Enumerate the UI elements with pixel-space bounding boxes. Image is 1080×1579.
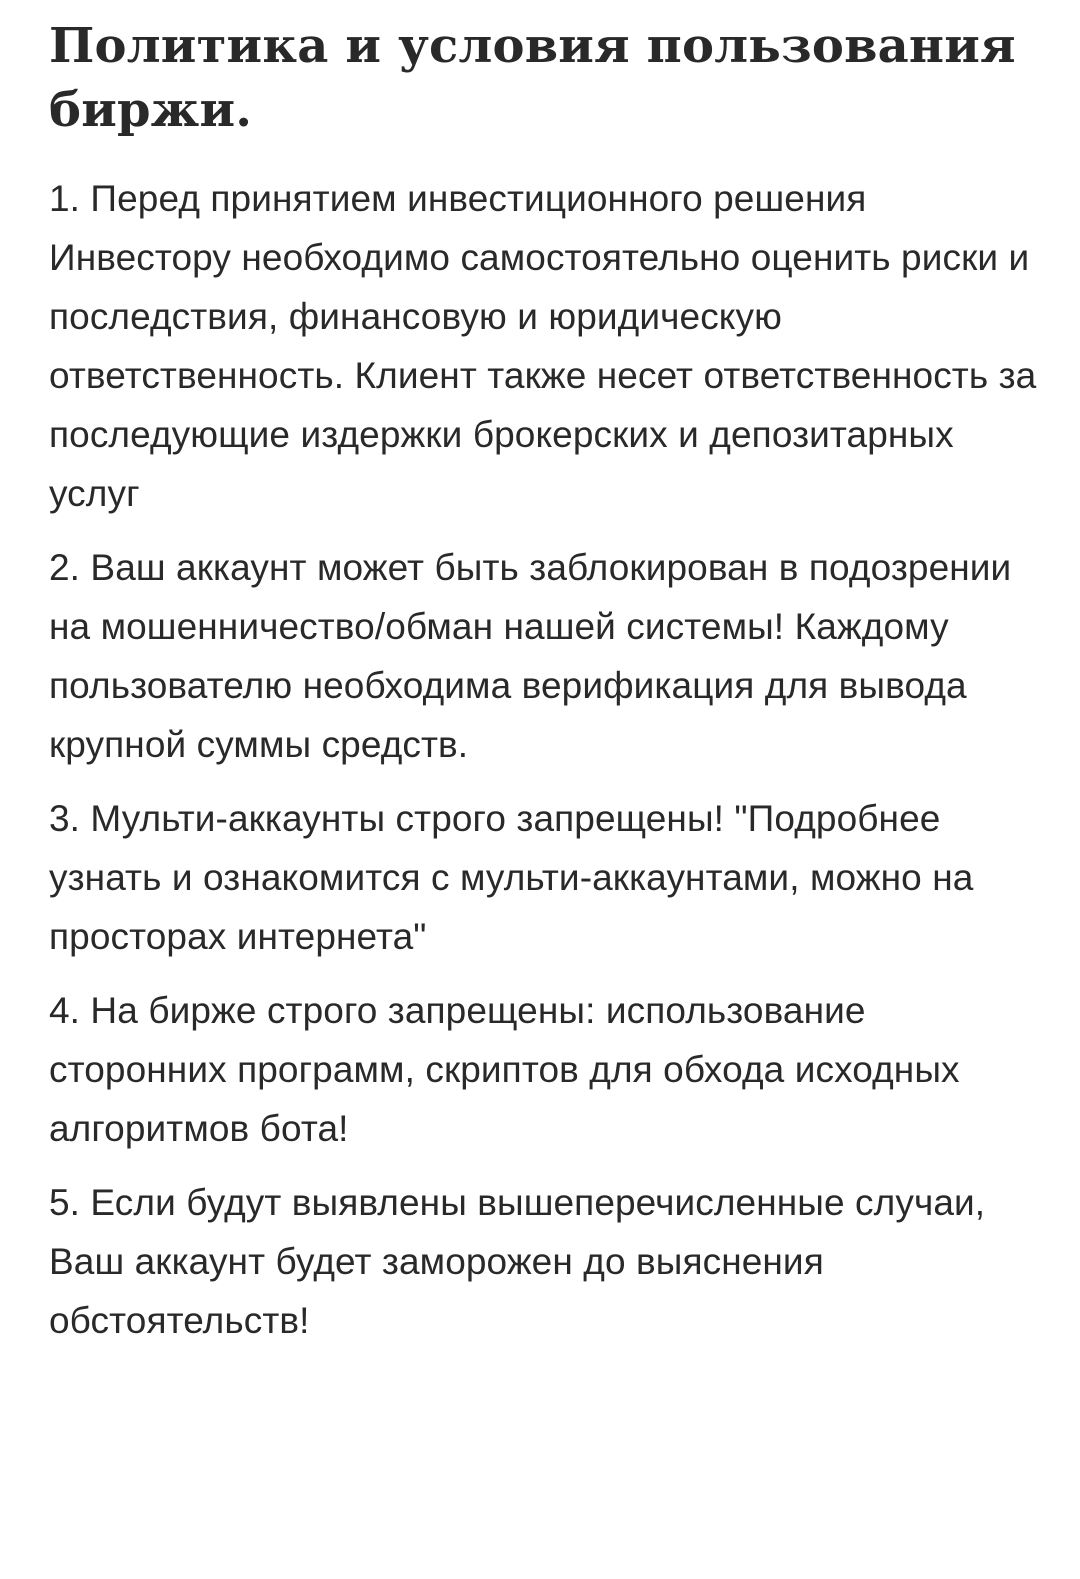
rule-item-2: 2. Ваш аккаунт может быть заблокирован в подозрении на мошенничество/обман нашей системы! Каждому пользователю необходима верификация для вывода крупной суммы средств.: [49, 547, 1012, 765]
article-title: Политика и условия пользования биржи.: [49, 18, 1016, 138]
rule-item-1: 1. Перед принятием инвестиционного решения Инвестору необходимо самостоятельно оценить риски и последствия, финансовую и юридическую ответственность. Клиент также несет ответственность за последующие издержки брокерских и депозитарных услуг: [49, 178, 1037, 514]
rule-item-3: 3. Мульти-аккаунты строго запрещены! "Подробнее узнать и ознакомится с мульти-аккаунтами, можно на просторах интернета": [49, 798, 974, 957]
rule-item-5: 5. Если будут выявлены вышеперечисленные случаи, Ваш аккаунт будет заморожен до выяснения обстоятельств!: [49, 1182, 986, 1341]
article: [49, 0, 1049, 1350]
rule-item-4: 4. На бирже строго запрещены: использование сторонних программ, скриптов для обхода исходных алгоритмов бота!: [49, 990, 960, 1149]
